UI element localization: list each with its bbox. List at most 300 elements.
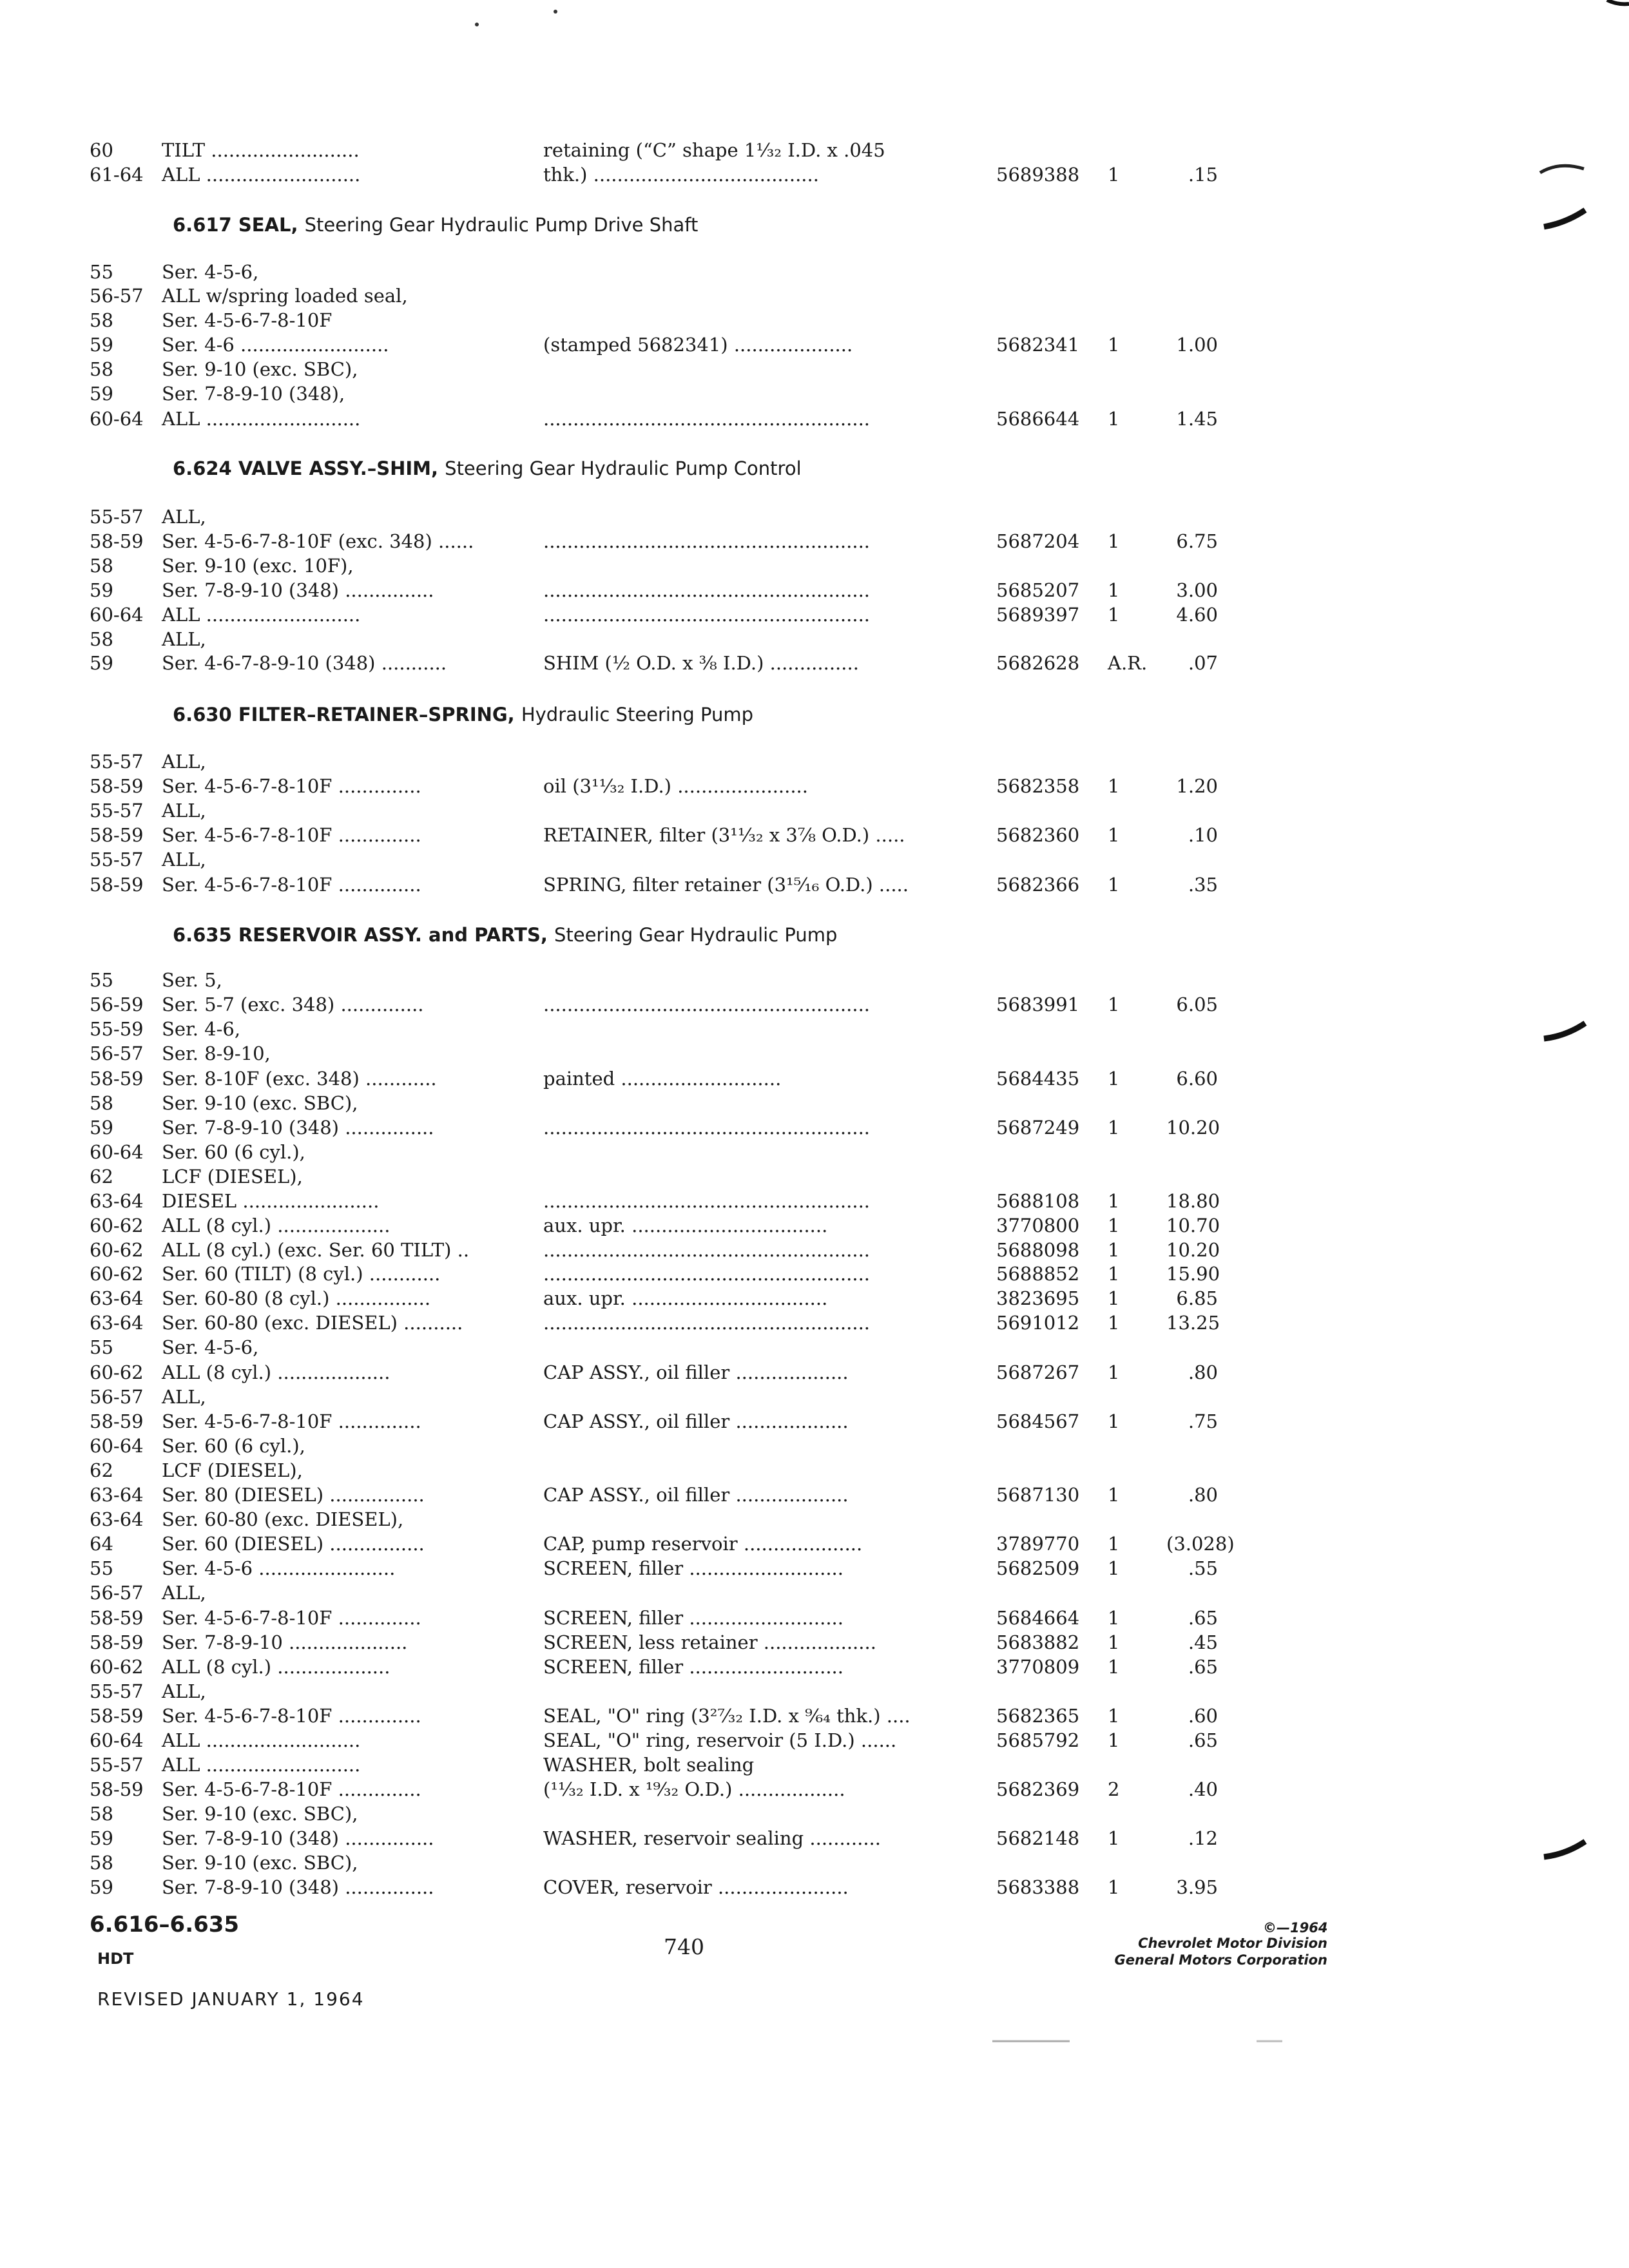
model-year: 58: [90, 1092, 113, 1114]
parts-row: [0, 408, 1629, 430]
part-number: 5687267: [996, 1361, 1080, 1383]
quantity: 1: [1108, 1533, 1120, 1555]
list-price: 3.00: [1176, 579, 1218, 601]
list-price: 6.60: [1176, 1068, 1218, 1090]
section-title: 6.630 FILTER–RETAINER–SPRING,: [173, 704, 515, 726]
model-year: 64: [90, 1533, 113, 1555]
list-price: .07: [1188, 652, 1218, 674]
quantity: 1: [1108, 604, 1120, 626]
series-applicability: Ser. 7-8-9-10 (348) ...............: [162, 1827, 434, 1849]
model-year: 55-57: [90, 849, 144, 870]
part-description: .......................................................: [543, 530, 871, 552]
part-description: CAP ASSY., oil filler ...................: [543, 1410, 849, 1432]
series-applicability: Ser. 4-6-7-8-9-10 (348) ...........: [162, 652, 447, 674]
parts-row: [0, 1656, 1629, 1678]
part-description: thk.) ......................................: [543, 164, 819, 186]
parts-row: [0, 1166, 1629, 1187]
parts-row: [0, 309, 1629, 331]
series-applicability: ALL,: [162, 506, 206, 528]
part-description: (¹¹⁄₃₂ I.D. x ¹⁹⁄₃₂ O.D.) ..................: [543, 1778, 845, 1800]
model-year: 58-59: [90, 1631, 144, 1653]
parts-row: [0, 579, 1629, 601]
part-number: 5682360: [996, 824, 1080, 846]
series-applicability: DIESEL .......................: [162, 1190, 380, 1212]
list-price: .45: [1188, 1631, 1218, 1653]
section-heading: [173, 702, 753, 727]
part-description: RETAINER, filter (3¹¹⁄₃₂ x 3⅞ O.D.) .....: [543, 824, 905, 846]
list-price: .55: [1188, 1557, 1218, 1579]
part-description: (stamped 5682341) ....................: [543, 334, 853, 356]
part-description: .......................................................: [543, 1263, 871, 1285]
quantity: 1: [1108, 1876, 1120, 1898]
model-year: 56-59: [90, 994, 144, 1015]
quantity: 1: [1108, 1484, 1120, 1506]
model-year: 59: [90, 652, 113, 674]
part-description: SPRING, filter retainer (3¹⁵⁄₁₆ O.D.) .....: [543, 874, 909, 896]
part-description: SHIM (½ O.D. x ⅜ I.D.) ...............: [543, 652, 859, 674]
parts-row: [0, 1557, 1629, 1579]
quantity: 1: [1108, 1068, 1120, 1090]
part-description: SEAL, "O" ring, reservoir (5 I.D.) ......: [543, 1729, 897, 1751]
model-year: 58-59: [90, 1705, 144, 1727]
series-applicability: Ser. 4-5-6-7-8-10F ..............: [162, 775, 421, 797]
parts-row: [0, 628, 1629, 650]
list-price: 10.70: [1166, 1215, 1220, 1236]
part-number: 5682148: [996, 1827, 1080, 1849]
part-number: 5688852: [996, 1263, 1080, 1285]
model-year: 56-57: [90, 1582, 144, 1604]
model-year: 58-59: [90, 1778, 144, 1800]
parts-row: [0, 652, 1629, 674]
footer-page-number: 740: [664, 1934, 704, 1959]
parts-row: [0, 1435, 1629, 1457]
parts-row: [0, 1263, 1629, 1285]
part-number: 5683882: [996, 1631, 1080, 1653]
footer-section-range: 6.616–6.635: [90, 1912, 240, 1937]
list-price: .65: [1188, 1607, 1218, 1629]
quantity: 1: [1108, 1827, 1120, 1849]
part-description: .......................................................: [543, 1190, 871, 1212]
parts-row: [0, 334, 1629, 356]
list-price: .60: [1188, 1705, 1218, 1727]
model-year: 60-62: [90, 1263, 144, 1285]
list-price: 15.90: [1166, 1263, 1220, 1285]
model-year: 55-57: [90, 1754, 144, 1776]
series-applicability: Ser. 9-10 (exc. SBC),: [162, 1852, 358, 1874]
model-year: 55: [90, 1336, 113, 1358]
parts-row: [0, 775, 1629, 797]
list-price: .65: [1188, 1656, 1218, 1678]
section-heading: [173, 923, 837, 947]
parts-row: [0, 1410, 1629, 1432]
model-year: 63-64: [90, 1287, 144, 1309]
series-applicability: Ser. 9-10 (exc. SBC),: [162, 358, 358, 380]
part-description: .......................................................: [543, 1239, 871, 1261]
part-number: 5687249: [996, 1117, 1080, 1139]
part-number: 3770809: [996, 1656, 1080, 1678]
model-year: 58: [90, 628, 113, 650]
part-number: 5682509: [996, 1557, 1080, 1579]
model-year: 60-64: [90, 408, 144, 430]
part-description: painted ...........................: [543, 1068, 782, 1090]
list-price: .80: [1188, 1361, 1218, 1383]
parts-row: [0, 1312, 1629, 1334]
series-applicability: Ser. 4-5-6-7-8-10F ..............: [162, 1778, 421, 1800]
parts-row: [0, 1533, 1629, 1555]
parts-row: [0, 849, 1629, 870]
part-number: 5684435: [996, 1068, 1080, 1090]
parts-row: [0, 1508, 1629, 1530]
part-description: .......................................................: [543, 604, 871, 626]
series-applicability: Ser. 4-5-6,: [162, 1336, 259, 1358]
quantity: A.R.: [1108, 652, 1148, 674]
model-year: 55: [90, 969, 113, 991]
part-number: 5682628: [996, 652, 1080, 674]
part-description: retaining (“C” shape 1¹⁄₃₂ I.D. x .045: [543, 139, 885, 161]
part-number: 5683388: [996, 1876, 1080, 1898]
series-applicability: ALL ..........................: [162, 408, 361, 430]
quantity: 1: [1108, 334, 1120, 356]
parts-row: [0, 994, 1629, 1015]
list-price: .75: [1188, 1410, 1218, 1432]
model-year: 55: [90, 261, 113, 283]
parts-row: [0, 1827, 1629, 1849]
series-applicability: Ser. 9-10 (exc. SBC),: [162, 1092, 358, 1114]
series-applicability: Ser. 60 (6 cyl.),: [162, 1435, 305, 1457]
series-applicability: Ser. 60-80 (8 cyl.) ................: [162, 1287, 431, 1309]
model-year: 55-57: [90, 1680, 144, 1702]
model-year: 60-64: [90, 1729, 144, 1751]
series-applicability: Ser. 4-5-6-7-8-10F ..............: [162, 1705, 421, 1727]
series-applicability: ALL,: [162, 1386, 206, 1408]
parts-row: [0, 1852, 1629, 1874]
series-applicability: TILT .........................: [162, 139, 360, 161]
part-description: CAP ASSY., oil filler ...................: [543, 1361, 849, 1383]
parts-row: [0, 1190, 1629, 1212]
model-year: 63-64: [90, 1484, 144, 1506]
series-applicability: ALL ..........................: [162, 1754, 361, 1776]
section-subtitle: Steering Gear Hydraulic Pump: [554, 924, 838, 946]
part-description: CAP ASSY., oil filler ...................: [543, 1484, 849, 1506]
model-year: 59: [90, 383, 113, 405]
series-applicability: Ser. 9-10 (exc. SBC),: [162, 1803, 358, 1825]
model-year: 58: [90, 1852, 113, 1874]
section-title: 6.617 SEAL,: [173, 214, 298, 236]
part-number: 5688108: [996, 1190, 1080, 1212]
section-title: 6.624 VALVE ASSY.–SHIM,: [173, 457, 439, 479]
part-number: 5683991: [996, 994, 1080, 1015]
parts-row: [0, 1729, 1629, 1751]
series-applicability: ALL (8 cyl.) ...................: [162, 1656, 390, 1678]
part-number: 5687130: [996, 1484, 1080, 1506]
part-number: 5682341: [996, 334, 1080, 356]
model-year: 60-62: [90, 1361, 144, 1383]
quantity: 2: [1108, 1778, 1120, 1800]
part-description: .......................................................: [543, 994, 871, 1015]
model-year: 55: [90, 1557, 113, 1579]
series-applicability: Ser. 4-5-6-7-8-10F ..............: [162, 874, 421, 896]
parts-row: [0, 1117, 1629, 1139]
parts-row: [0, 1459, 1629, 1481]
list-price: .15: [1188, 164, 1218, 186]
parts-row: [0, 1680, 1629, 1702]
list-price: 10.20: [1166, 1117, 1220, 1139]
list-price: 13.25: [1166, 1312, 1220, 1334]
series-applicability: Ser. 80 (DIESEL) ................: [162, 1484, 425, 1506]
series-applicability: ALL ..........................: [162, 164, 361, 186]
series-applicability: Ser. 5-7 (exc. 348) ..............: [162, 994, 424, 1015]
part-number: 5682358: [996, 775, 1080, 797]
quantity: 1: [1108, 1117, 1120, 1139]
section-title: 6.635 RESERVOIR ASSY. and PARTS,: [173, 924, 548, 946]
part-description: .......................................................: [543, 1312, 871, 1334]
quantity: 1: [1108, 1631, 1120, 1653]
quantity: 1: [1108, 1215, 1120, 1236]
series-applicability: ALL ..........................: [162, 604, 361, 626]
series-applicability: Ser. 4-5-6 .......................: [162, 1557, 396, 1579]
model-year: 59: [90, 579, 113, 601]
parts-row: [0, 1018, 1629, 1040]
quantity: 1: [1108, 1361, 1120, 1383]
quantity: 1: [1108, 164, 1120, 186]
model-year: 60-62: [90, 1239, 144, 1261]
parts-row: [0, 1778, 1629, 1800]
part-number: 5686644: [996, 408, 1080, 430]
quantity: 1: [1108, 824, 1120, 846]
quantity: 1: [1108, 1729, 1120, 1751]
series-applicability: Ser. 5,: [162, 969, 222, 991]
part-description: aux. upr. .................................: [543, 1287, 828, 1309]
parts-row: [0, 261, 1629, 283]
section-heading: [173, 456, 802, 481]
list-price: 4.60: [1176, 604, 1218, 626]
parts-row: [0, 1754, 1629, 1776]
section-heading: [173, 213, 698, 237]
parts-row: [0, 969, 1629, 991]
model-year: 60-62: [90, 1215, 144, 1236]
model-year: 58: [90, 1803, 113, 1825]
part-description: SEAL, "O" ring (3²⁷⁄₃₂ I.D. x ⁹⁄₆₄ thk.) ....: [543, 1705, 911, 1727]
series-applicability: Ser. 60-80 (exc. DIESEL),: [162, 1508, 404, 1530]
parts-row: [0, 1043, 1629, 1064]
section-subtitle: Hydraulic Steering Pump: [521, 704, 754, 726]
footer-revised-date: REVISED JANUARY 1, 1964: [97, 1988, 365, 2010]
series-applicability: Ser. 7-8-9-10 (348) ...............: [162, 1876, 434, 1898]
series-applicability: ALL,: [162, 800, 206, 822]
quantity: 1: [1108, 1410, 1120, 1432]
model-year: 59: [90, 1827, 113, 1849]
series-applicability: Ser. 7-8-9-10 (348) ...............: [162, 1117, 434, 1139]
parts-row: [0, 874, 1629, 896]
part-number: 5685792: [996, 1729, 1080, 1751]
part-description: COVER, reservoir ......................: [543, 1876, 849, 1898]
parts-row: [0, 530, 1629, 552]
series-applicability: Ser. 60 (6 cyl.),: [162, 1141, 305, 1163]
quantity: 1: [1108, 1263, 1120, 1285]
parts-row: [0, 1803, 1629, 1825]
quantity: 1: [1108, 1287, 1120, 1309]
model-year: 55-59: [90, 1018, 144, 1040]
series-applicability: ALL,: [162, 1582, 206, 1604]
series-applicability: Ser. 8-9-10,: [162, 1043, 271, 1064]
model-year: 56-57: [90, 285, 144, 307]
part-number: 3823695: [996, 1287, 1080, 1309]
parts-row: [0, 1092, 1629, 1114]
list-price: 6.05: [1176, 994, 1218, 1015]
series-applicability: ALL,: [162, 849, 206, 870]
part-number: 5688098: [996, 1239, 1080, 1261]
part-description: oil (3¹¹⁄₃₂ I.D.) ......................: [543, 775, 808, 797]
series-applicability: Ser. 60-80 (exc. DIESEL) ..........: [162, 1312, 463, 1334]
parts-row: [0, 164, 1629, 186]
section-subtitle: Steering Gear Hydraulic Pump Drive Shaft: [304, 214, 699, 236]
part-number: 5687204: [996, 530, 1080, 552]
part-description: .......................................................: [543, 579, 871, 601]
model-year: 55-57: [90, 800, 144, 822]
model-year: 60-64: [90, 1141, 144, 1163]
part-number: 5682369: [996, 1778, 1080, 1800]
quantity: 1: [1108, 1607, 1120, 1629]
quantity: 1: [1108, 874, 1120, 896]
series-applicability: Ser. 7-8-9-10 ....................: [162, 1631, 408, 1653]
series-applicability: Ser. 4-5-6-7-8-10F: [162, 309, 333, 331]
model-year: 55-57: [90, 751, 144, 773]
parts-row: [0, 139, 1629, 161]
model-year: 63-64: [90, 1190, 144, 1212]
model-year: 58-59: [90, 874, 144, 896]
series-applicability: Ser. 4-5-6-7-8-10F ..............: [162, 1607, 421, 1629]
parts-row: [0, 1386, 1629, 1408]
parts-row: [0, 800, 1629, 822]
quantity: 1: [1108, 530, 1120, 552]
series-applicability: ALL,: [162, 628, 206, 650]
quantity: 1: [1108, 1656, 1120, 1678]
parts-row: [0, 824, 1629, 846]
quantity: 1: [1108, 1312, 1120, 1334]
footer-copyright: ©—1964: [1263, 1920, 1328, 1936]
series-applicability: Ser. 4-5-6-7-8-10F ..............: [162, 824, 421, 846]
series-applicability: Ser. 60 (DIESEL) ................: [162, 1533, 425, 1555]
parts-row: [0, 358, 1629, 380]
model-year: 60-62: [90, 1656, 144, 1678]
list-price: 6.75: [1176, 530, 1218, 552]
footer-division: Chevrolet Motor Division: [1138, 1936, 1327, 1951]
part-number: 3770800: [996, 1215, 1080, 1236]
list-price: .10: [1188, 824, 1218, 846]
model-year: 59: [90, 1117, 113, 1139]
list-price: 10.20: [1166, 1239, 1220, 1261]
parts-row: [0, 1582, 1629, 1604]
quantity: 1: [1108, 579, 1120, 601]
series-applicability: Ser. 4-5-6-7-8-10F (exc. 348) ......: [162, 530, 474, 552]
list-price: (3.028): [1166, 1533, 1235, 1555]
series-applicability: ALL (8 cyl.) ...................: [162, 1361, 390, 1383]
model-year: 58: [90, 309, 113, 331]
part-number: 3789770: [996, 1533, 1080, 1555]
series-applicability: Ser. 9-10 (exc. 10F),: [162, 555, 354, 577]
list-price: .12: [1188, 1827, 1218, 1849]
model-year: 58-59: [90, 1068, 144, 1090]
series-applicability: Ser. 4-5-6-7-8-10F ..............: [162, 1410, 421, 1432]
model-year: 58-59: [90, 824, 144, 846]
model-year: 59: [90, 334, 113, 356]
model-year: 60: [90, 139, 113, 161]
model-year: 58-59: [90, 1607, 144, 1629]
part-description: SCREEN, filler ..........................: [543, 1557, 843, 1579]
model-year: 56-57: [90, 1386, 144, 1408]
model-year: 62: [90, 1459, 113, 1481]
model-year: 62: [90, 1166, 113, 1187]
quantity: 1: [1108, 1239, 1120, 1261]
parts-row: [0, 1141, 1629, 1163]
part-number: 5689397: [996, 604, 1080, 626]
list-price: .80: [1188, 1484, 1218, 1506]
parts-row: [0, 1336, 1629, 1358]
list-price: .35: [1188, 874, 1218, 896]
series-applicability: Ser. 4-6,: [162, 1018, 241, 1040]
series-applicability: ALL (8 cyl.) ...................: [162, 1215, 390, 1236]
series-applicability: ALL (8 cyl.) (exc. Ser. 60 TILT) ..: [162, 1239, 470, 1261]
model-year: 60-64: [90, 604, 144, 626]
part-number: 5691012: [996, 1312, 1080, 1334]
part-description: .......................................................: [543, 1117, 871, 1139]
quantity: 1: [1108, 994, 1120, 1015]
parts-row: [0, 1631, 1629, 1653]
model-year: 59: [90, 1876, 113, 1898]
model-year: 60-64: [90, 1435, 144, 1457]
part-number: 5682366: [996, 874, 1080, 896]
parts-row: [0, 1607, 1629, 1629]
series-applicability: Ser. 7-8-9-10 (348) ...............: [162, 579, 434, 601]
series-applicability: ALL,: [162, 751, 206, 773]
series-applicability: ALL w/spring loaded seal,: [162, 285, 408, 307]
parts-row: [0, 751, 1629, 773]
list-price: .40: [1188, 1778, 1218, 1800]
model-year: 58: [90, 358, 113, 380]
part-description: .......................................................: [543, 408, 871, 430]
part-number: 5689388: [996, 164, 1080, 186]
part-description: SCREEN, filler ..........................: [543, 1607, 843, 1629]
model-year: 58-59: [90, 530, 144, 552]
list-price: 18.80: [1166, 1190, 1220, 1212]
quantity: 1: [1108, 1705, 1120, 1727]
part-description: WASHER, bolt sealing: [543, 1754, 755, 1776]
parts-row: [0, 506, 1629, 528]
parts-row: [0, 1484, 1629, 1506]
series-applicability: Ser. 7-8-9-10 (348),: [162, 383, 345, 405]
model-year: 56-57: [90, 1043, 144, 1064]
quantity: 1: [1108, 1557, 1120, 1579]
part-description: aux. upr. .................................: [543, 1215, 828, 1236]
parts-row: [0, 1068, 1629, 1090]
part-description: WASHER, reservoir sealing ............: [543, 1827, 881, 1849]
list-price: 1.00: [1176, 334, 1218, 356]
part-description: CAP, pump reservoir ....................: [543, 1533, 863, 1555]
series-applicability: LCF (DIESEL),: [162, 1166, 303, 1187]
parts-row: [0, 285, 1629, 307]
part-number: 5684664: [996, 1607, 1080, 1629]
parts-row: [0, 1876, 1629, 1898]
series-applicability: ALL,: [162, 1680, 206, 1702]
section-subtitle: Steering Gear Hydraulic Pump Control: [445, 457, 802, 479]
part-number: 5685207: [996, 579, 1080, 601]
parts-row: [0, 604, 1629, 626]
part-number: 5684567: [996, 1410, 1080, 1432]
series-applicability: Ser. 4-5-6,: [162, 261, 259, 283]
model-year: 58-59: [90, 1410, 144, 1432]
model-year: 61-64: [90, 164, 144, 186]
model-year: 58: [90, 555, 113, 577]
